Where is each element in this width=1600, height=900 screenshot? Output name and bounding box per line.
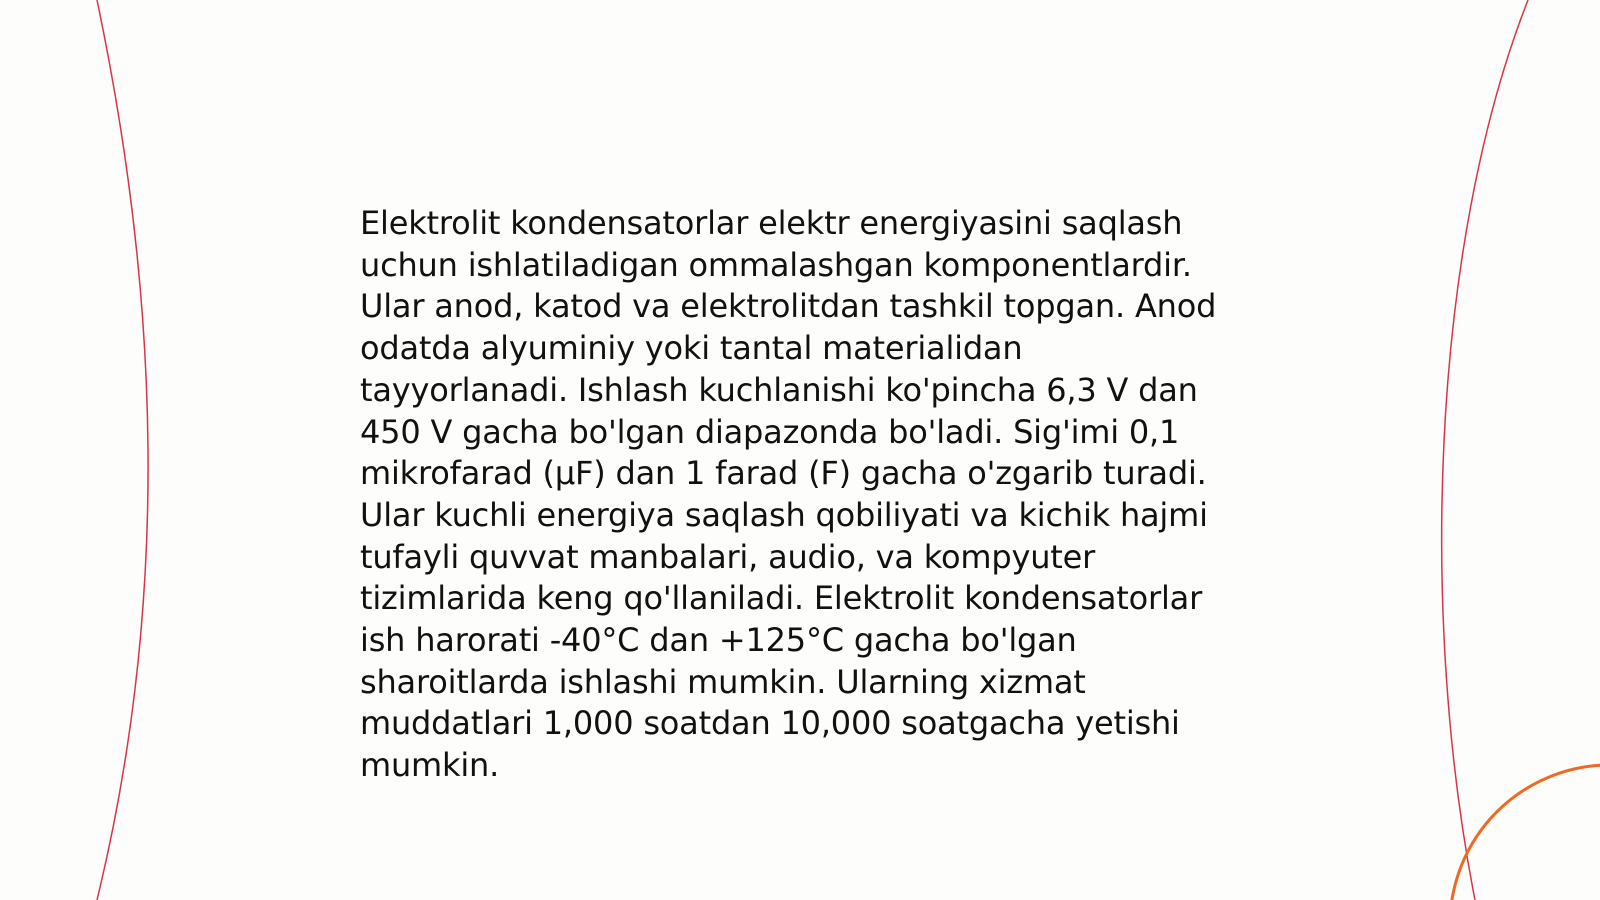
paragraph-line: muddatlari 1,000 soatdan 10,000 soatgacha yetishi [360,704,1180,743]
paragraph-line: mikrofarad (µF) dan 1 farad (F) gacha o'zgarib turadi. [360,454,1207,493]
paragraph-line: Elektrolit kondensatorlar elektr energiyasini saqlash [360,204,1183,242]
paragraph-line: odatda alyuminiy yoki tantal materialidan [360,329,1023,368]
paragraph-line: mumkin. [360,746,500,785]
paragraph-line: 450 V gacha bo'lgan diapazonda bo'ladi. Sig'imi 0,1 [360,412,1180,451]
left-curve-line [97,0,148,900]
paragraph-line: tayyorlanadi. Ishlash kuchlanishi ko'pincha 6,3 V dan [360,370,1198,409]
paragraph-line: tufayli quvvat manbalari, audio, va kompyuter [360,537,1096,576]
paragraph-line: ish harorati -40°C dan +125°C gacha bo'lgan [360,621,1077,660]
paragraph-line: tizimlarida keng qo'llaniladi. Elektrolit kondensatorlar [360,579,1203,618]
right-curve-line [1442,0,1528,900]
paragraph-line: Ular anod, katod va elektrolitdan tashkil topgan. Anod [360,287,1217,326]
paragraph-line: sharoitlarda ishlashi mumkin. Ularning xizmat [360,662,1086,701]
body-paragraph [360,203,1260,787]
orange-arc [1450,765,1600,900]
paragraph-line: Ular kuchli energiya saqlash qobiliyati va kichik hajmi [360,495,1208,534]
paragraph-line: uchun ishlatiladigan ommalashgan komponentlardir. [360,245,1192,284]
